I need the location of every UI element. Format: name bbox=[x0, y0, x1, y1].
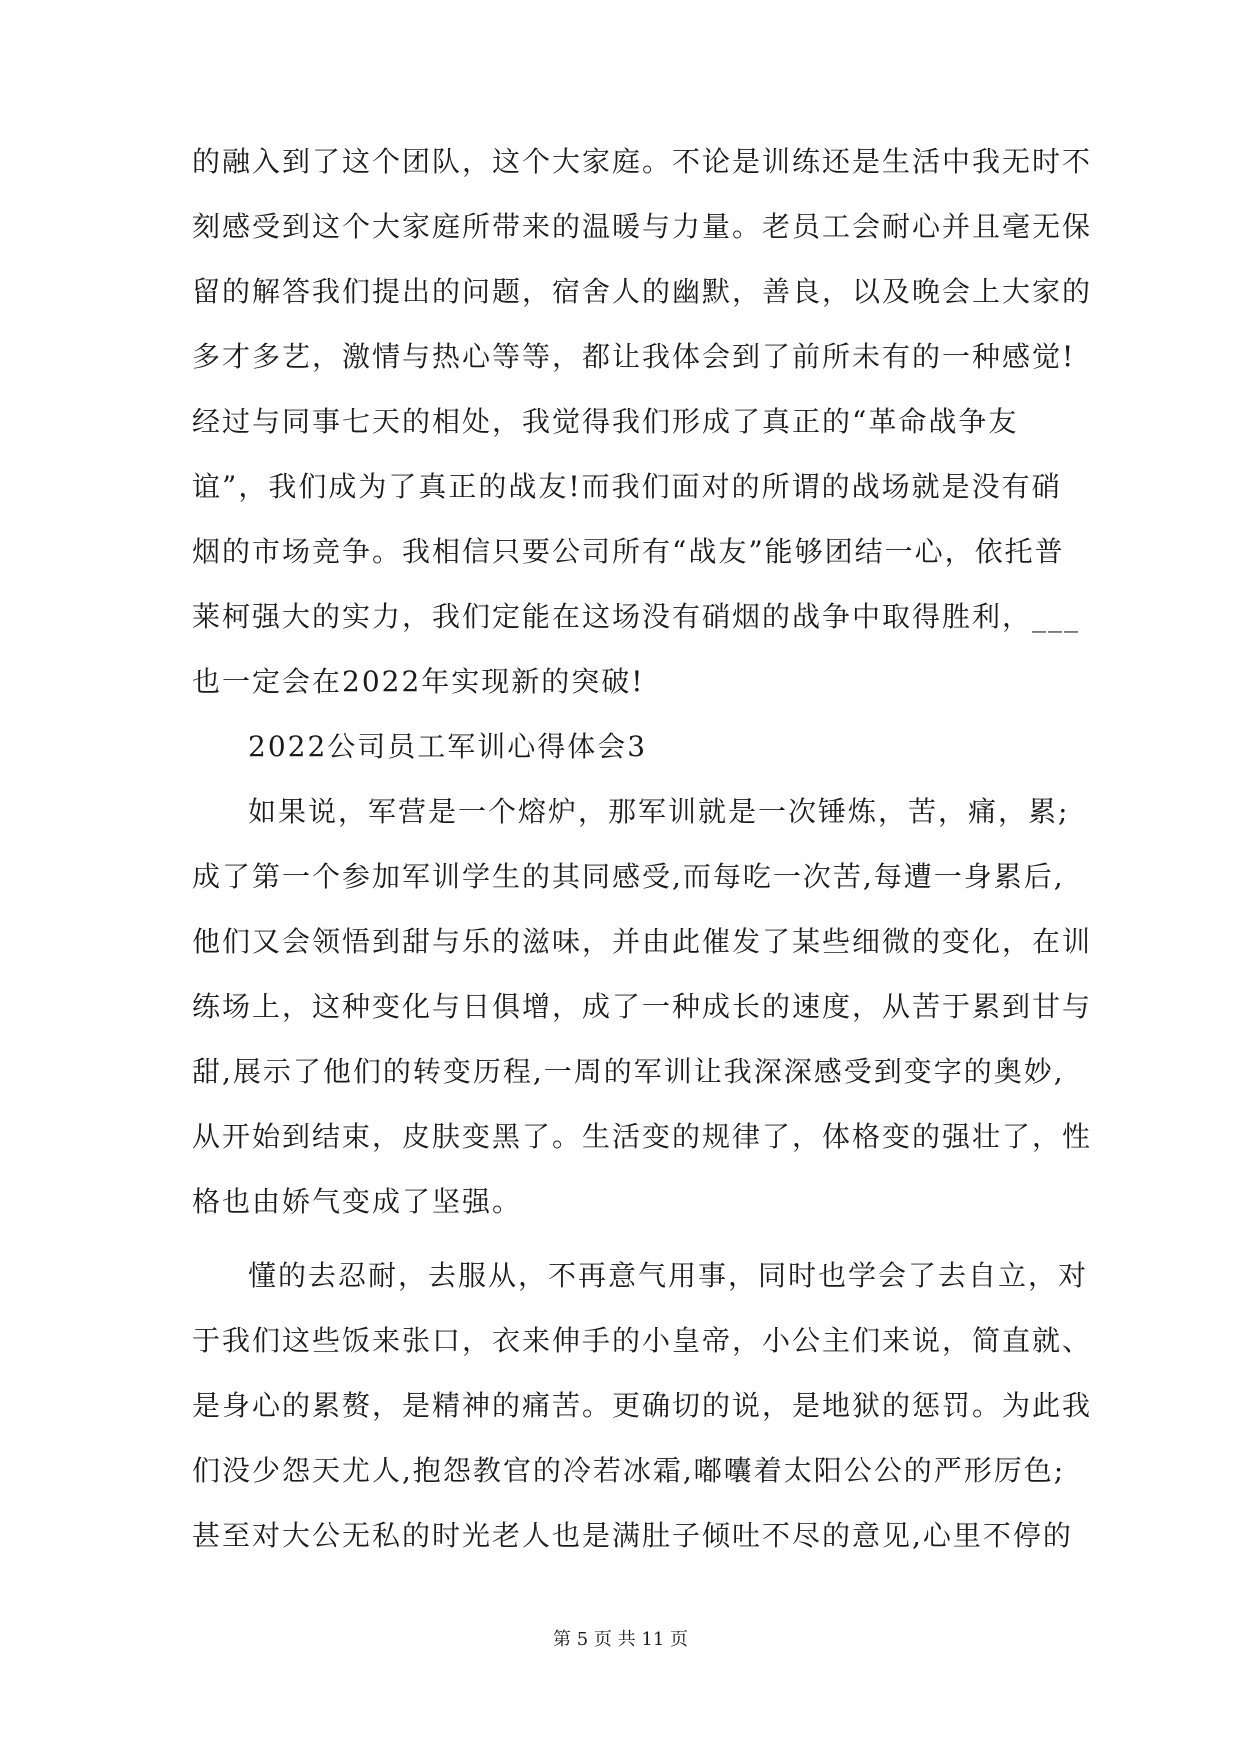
footer-suffix: 页 bbox=[670, 1629, 689, 1650]
text-line: 是身心的累赘，是精神的痛苦。更确切的说，是地狱的惩罚。为此我 bbox=[192, 1389, 1093, 1422]
section-heading: 2022公司员工军训心得体会3 bbox=[248, 730, 648, 763]
paragraph-start-line: 懂的去忍耐，去服从，不再意气用事，同时也学会了去自立，对 bbox=[248, 1259, 1089, 1292]
text-line: 也一定会在2022年实现新的突破! bbox=[192, 665, 645, 698]
text-line: 谊”，我们成为了真正的战友!而我们面对的所谓的战场就是没有硝 bbox=[192, 470, 1062, 503]
text-line: 留的解答我们提出的问题，宿舍人的幽默，善良，以及晚会上大家的 bbox=[192, 275, 1093, 308]
footer-middle: 页 共 bbox=[593, 1629, 636, 1650]
page-footer bbox=[0, 1628, 1241, 1652]
text-line: 他们又会领悟到甜与乐的滋味，并由此催发了某些细微的变化，在训 bbox=[192, 925, 1093, 958]
footer-page-number: 5 bbox=[576, 1629, 589, 1650]
paragraph-start-line: 如果说，军营是一个熔炉，那军训就是一次锤炼，苦，痛，累; bbox=[248, 795, 1070, 828]
text-line: 格也由娇气变成了坚强。 bbox=[192, 1185, 523, 1218]
text-line: 甜,展示了他们的转变历程,一周的军训让我深深感受到变字的奥妙, bbox=[192, 1055, 1065, 1088]
footer-total-pages: 11 bbox=[641, 1629, 665, 1650]
text-line: 莱柯强大的实力，我们定能在这场没有硝烟的战争中取得胜利，___ bbox=[192, 600, 1081, 633]
text-line: 们没少怨天尤人,抱怨教官的冷若冰霜,嘟囔着太阳公公的严形厉色; bbox=[192, 1454, 1066, 1487]
text-line: 的融入到了这个团队，这个大家庭。不论是训练还是生活中我无时不 bbox=[192, 145, 1093, 178]
text-line: 经过与同事七天的相处，我觉得我们形成了真正的“革命战争友 bbox=[192, 405, 1019, 438]
text-line: 成了第一个参加军训学生的其同感受,而每吃一次苦,每遭一身累后, bbox=[192, 860, 1065, 893]
text-line: 于我们这些饭来张口，衣来伸手的小皇帝，小公主们来说，简直就、 bbox=[192, 1324, 1093, 1357]
text-line: 练场上，这种变化与日俱增，成了一种成长的速度，从苦于累到甘与 bbox=[192, 990, 1093, 1023]
footer-prefix: 第 bbox=[552, 1629, 571, 1650]
text-line: 甚至对大公无私的时光老人也是满肚子倾吐不尽的意见,心里不停的 bbox=[192, 1519, 1073, 1552]
text-line: 从开始到结束，皮肤变黑了。生活变的规律了，体格变的强壮了，性 bbox=[192, 1120, 1093, 1153]
text-line: 多才多艺，激情与热心等等，都让我体会到了前所未有的一种感觉! bbox=[192, 340, 1076, 373]
text-line: 刻感受到这个大家庭所带来的温暖与力量。老员工会耐心并且毫无保 bbox=[192, 210, 1093, 243]
text-line: 烟的市场竞争。我相信只要公司所有“战友”能够团结一心，依托普 bbox=[192, 535, 1065, 568]
